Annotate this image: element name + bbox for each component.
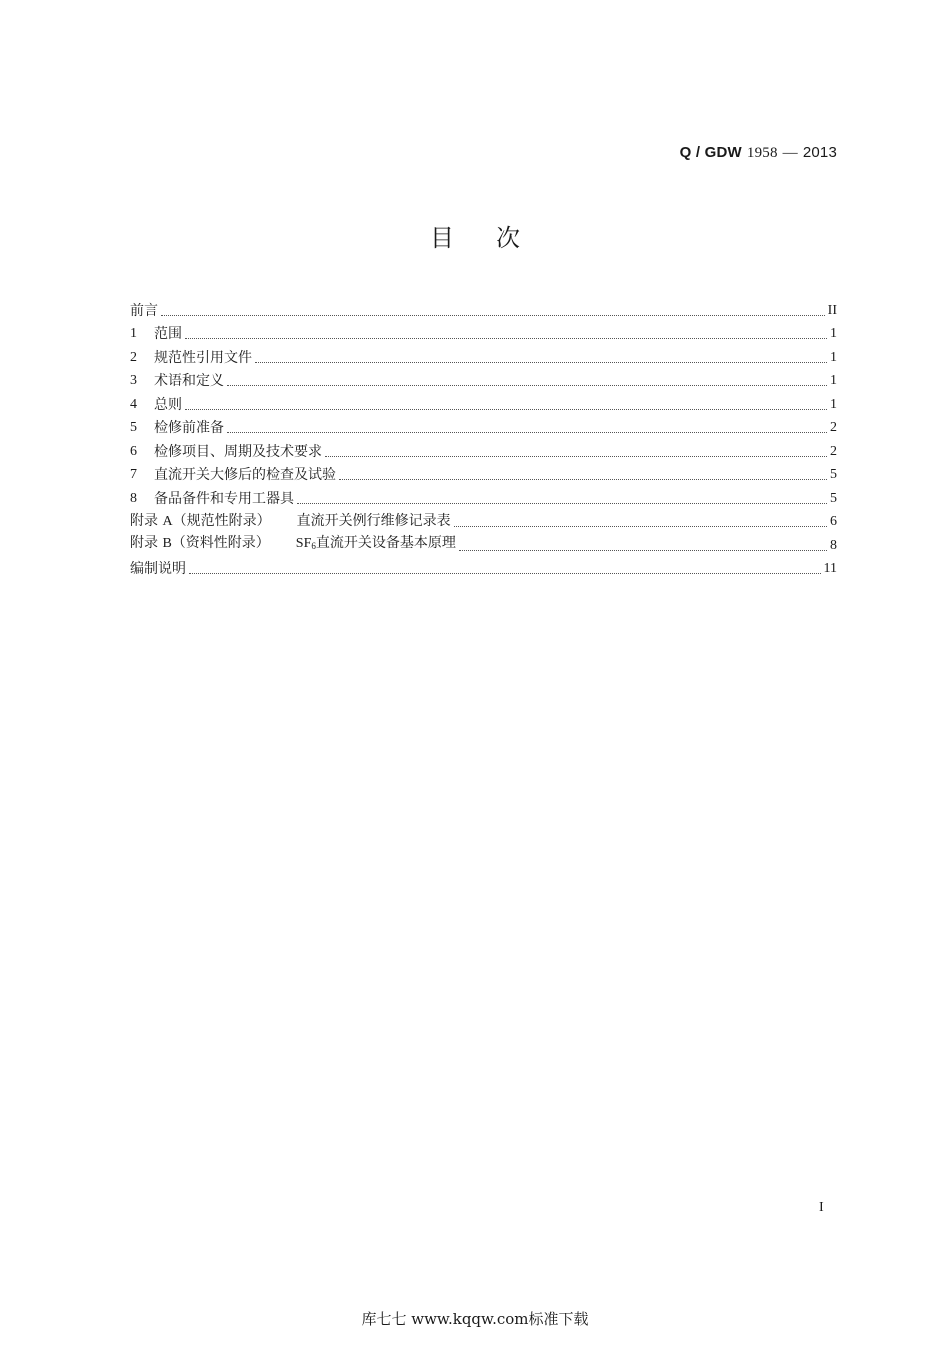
toc-label: 备品备件和专用工器具 xyxy=(154,490,294,507)
toc-leader xyxy=(339,478,827,480)
sf-subscript: 6 xyxy=(311,540,316,551)
toc-number: 3 xyxy=(130,373,137,388)
toc-leader xyxy=(255,361,827,363)
toc-label xyxy=(130,512,451,531)
toc-label: 直流开关大修后的检查及试验 xyxy=(154,467,336,483)
toc-number: 5 xyxy=(130,420,137,435)
toc-label: 术语和定义 xyxy=(154,373,224,389)
toc-entry-6[interactable] xyxy=(130,437,837,461)
toc-entry-2[interactable] xyxy=(130,343,837,367)
footer-watermark: 库七七 www.kqqw.com标准下载 xyxy=(361,1310,589,1328)
toc-page: 1 xyxy=(830,349,837,365)
toc-entry-7[interactable] xyxy=(130,461,837,485)
toc-leader xyxy=(189,572,821,574)
standard-separator: — xyxy=(782,145,798,161)
toc-label: 前言 xyxy=(130,302,158,319)
appendix-prefix: 附录 xyxy=(130,534,158,551)
toc-label: 总则 xyxy=(154,396,182,413)
toc-page: II xyxy=(827,302,837,318)
toc-page: 2 xyxy=(830,443,837,459)
toc-label: 范围 xyxy=(154,326,182,342)
toc-leader xyxy=(227,431,827,433)
toc-number: 1 xyxy=(130,326,137,341)
toc-leader xyxy=(325,455,827,457)
toc-leader xyxy=(454,525,827,527)
appendix-letter: B xyxy=(162,535,172,551)
toc-leader xyxy=(459,549,827,551)
toc-number: 4 xyxy=(130,396,137,412)
toc-page: 5 xyxy=(830,467,837,482)
toc-entry-4[interactable] xyxy=(130,390,837,414)
page-title: 目次 xyxy=(430,224,562,252)
standard-year: 2013 xyxy=(802,144,837,161)
toc-number: 7 xyxy=(130,467,137,482)
toc-leader xyxy=(185,408,827,410)
toc-label: 检修项目、周期及技术要求 xyxy=(154,443,322,460)
toc-number: 6 xyxy=(130,443,137,459)
appendix-letter: A xyxy=(162,514,173,529)
page-number: I xyxy=(819,1200,824,1215)
appendix-title: 直流开关设备基本原理 xyxy=(315,534,456,551)
toc-entry-appendix-b[interactable] xyxy=(130,531,837,555)
toc-entry-3[interactable] xyxy=(130,367,837,391)
toc-entry-5[interactable] xyxy=(130,414,837,438)
appendix-prefix: 附录 xyxy=(130,513,158,529)
toc-leader xyxy=(297,502,827,504)
toc-page: 5 xyxy=(830,490,837,506)
toc-page: 8 xyxy=(830,537,837,553)
toc-page: 1 xyxy=(830,373,837,388)
toc-label: 规范性引用文件 xyxy=(154,349,252,366)
toc-entry-appendix-a[interactable] xyxy=(130,508,837,532)
appendix-title: 直流开关例行维修记录表 xyxy=(296,513,451,529)
toc-page: 1 xyxy=(830,396,837,412)
toc-page: 1 xyxy=(830,326,837,341)
standard-number: 1958 xyxy=(746,145,778,161)
toc-page: 6 xyxy=(830,514,837,529)
toc-label: 编制说明 xyxy=(130,561,186,577)
toc-leader xyxy=(161,314,825,316)
toc-page: 2 xyxy=(830,420,837,435)
toc-label xyxy=(130,534,456,555)
toc-entry-notes[interactable] xyxy=(130,555,837,579)
toc-page: 11 xyxy=(823,561,837,576)
toc-label: 检修前准备 xyxy=(154,420,224,436)
toc-number: 2 xyxy=(130,349,137,365)
appendix-kind: （资料性附录） xyxy=(171,534,270,551)
standard-code xyxy=(680,143,837,162)
toc-leader xyxy=(185,337,827,339)
toc-number: 8 xyxy=(130,490,137,506)
standard-prefix: Q / GDW xyxy=(679,144,742,161)
table-of-contents xyxy=(130,296,837,578)
toc-entry-1[interactable] xyxy=(130,320,837,344)
sf-symbol: SF xyxy=(295,535,312,551)
toc-leader xyxy=(227,384,827,386)
toc-entry-foreword[interactable] xyxy=(130,296,837,320)
appendix-kind: （规范性附录） xyxy=(172,513,271,529)
toc-entry-8[interactable] xyxy=(130,484,837,508)
